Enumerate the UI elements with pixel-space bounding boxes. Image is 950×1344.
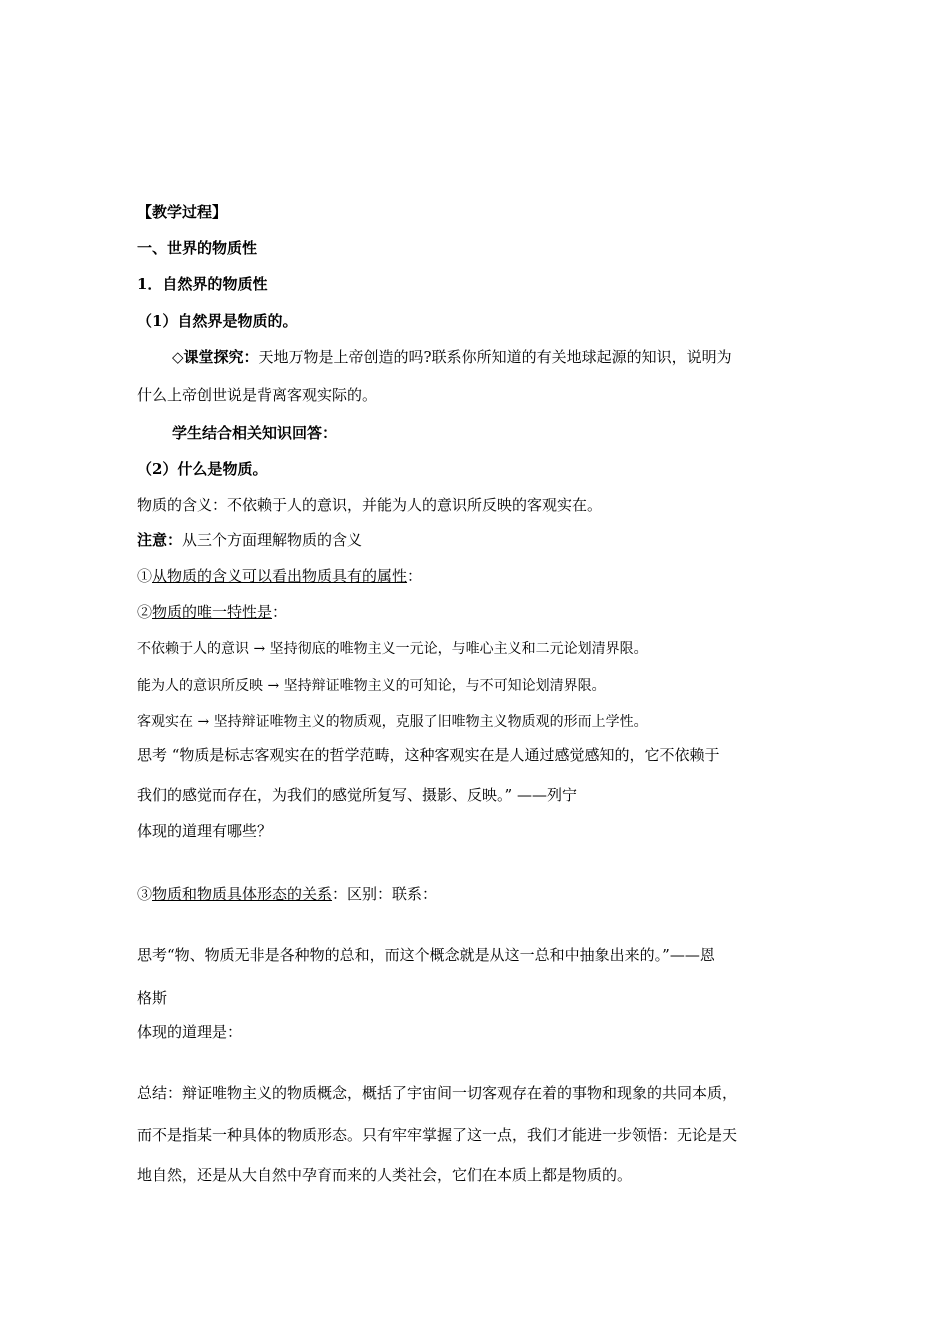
explore-paragraph-line1 <box>172 347 732 367</box>
point2-line <box>137 602 287 622</box>
explore-text: 天地万物是上帝创造的吗?联系你所知道的有关地球起源的知识，说明为 <box>258 348 732 366</box>
think1-line2: 我们的感觉而存在，为我们的感觉所复写、摄影、反映。” ——列宁 <box>137 786 577 804</box>
note-line <box>137 530 362 550</box>
section-heading: 一、世界的物质性 <box>137 239 258 257</box>
think2-line1: 思考“物、物质无非是各种物的总和，而这个概念就是从这一总和中抽象出来的。”——恩 <box>137 946 715 964</box>
item1-heading: （1）自然界是物质的。 <box>137 312 298 330</box>
point2-text: 物质的唯一特性是 <box>152 603 273 621</box>
summary-line3: 地自然，还是从大自然中孕育而来的人类社会，它们在本质上都是物质的。 <box>137 1166 633 1184</box>
mapping-line-2: 能为人的意识所反映 → 坚持辩证唯物主义的可知论，与不可知论划清界限。 <box>137 678 606 694</box>
point3-number: ③ <box>137 885 153 903</box>
mapping-line-3: 客观实在 → 坚持辩证唯物主义的物质观，克服了旧唯物主义物质观的形而上学性。 <box>137 714 648 730</box>
point1-line <box>137 566 422 586</box>
summary-line2: 而不是指某一种具体的物质形态。只有牢牢掌握了这一点，我们才能进一步领悟：无论是天 <box>137 1126 738 1144</box>
think1-line1: 思考 “物质是标志客观实在的哲学范畴，这种客观实在是人通过感觉感知的，它不依赖于 <box>137 746 720 764</box>
think2-question: 体现的道理是： <box>137 1023 243 1041</box>
point3-rest: ：区别：联系： <box>332 885 438 903</box>
point2-colon: ： <box>272 603 288 621</box>
summary-line1: 总结：辩证唯物主义的物质概念，概括了宇宙间一切客观存在着的事物和现象的共同本质， <box>137 1084 738 1102</box>
note-text: 从三个方面理解物质的含义 <box>182 531 363 549</box>
mapping-line-1: 不依赖于人的意识 → 坚持彻底的唯物主义一元论，与唯心主义和二元论划清界限。 <box>137 641 648 657</box>
student-answer: 学生结合相关知识回答： <box>172 424 338 442</box>
think1-question: 体现的道理有哪些？ <box>137 822 273 840</box>
point2-number: ② <box>137 603 153 621</box>
point3-text: 物质和物质具体形态的关系 <box>152 885 333 903</box>
point1-text: 从物质的含义可以看出物质具有的属性 <box>152 567 408 585</box>
point1-colon: ： <box>407 567 423 585</box>
think2-line2: 格斯 <box>137 989 168 1007</box>
note-label: 注意： <box>137 531 183 549</box>
subsection-heading: 1．自然界的物质性 <box>137 275 268 293</box>
point3-line <box>137 884 437 904</box>
explore-paragraph-line2: 什么上帝创世说是背离客观实际的。 <box>137 386 378 404</box>
explore-label: ◇课堂探究： <box>172 348 259 366</box>
teaching-process-heading: 【教学过程】 <box>137 203 228 221</box>
item2-heading: （2）什么是物质。 <box>137 460 268 478</box>
matter-definition: 物质的含义：不依赖于人的意识，并能为人的意识所反映的客观实在。 <box>137 496 603 514</box>
point1-number: ① <box>137 567 153 585</box>
